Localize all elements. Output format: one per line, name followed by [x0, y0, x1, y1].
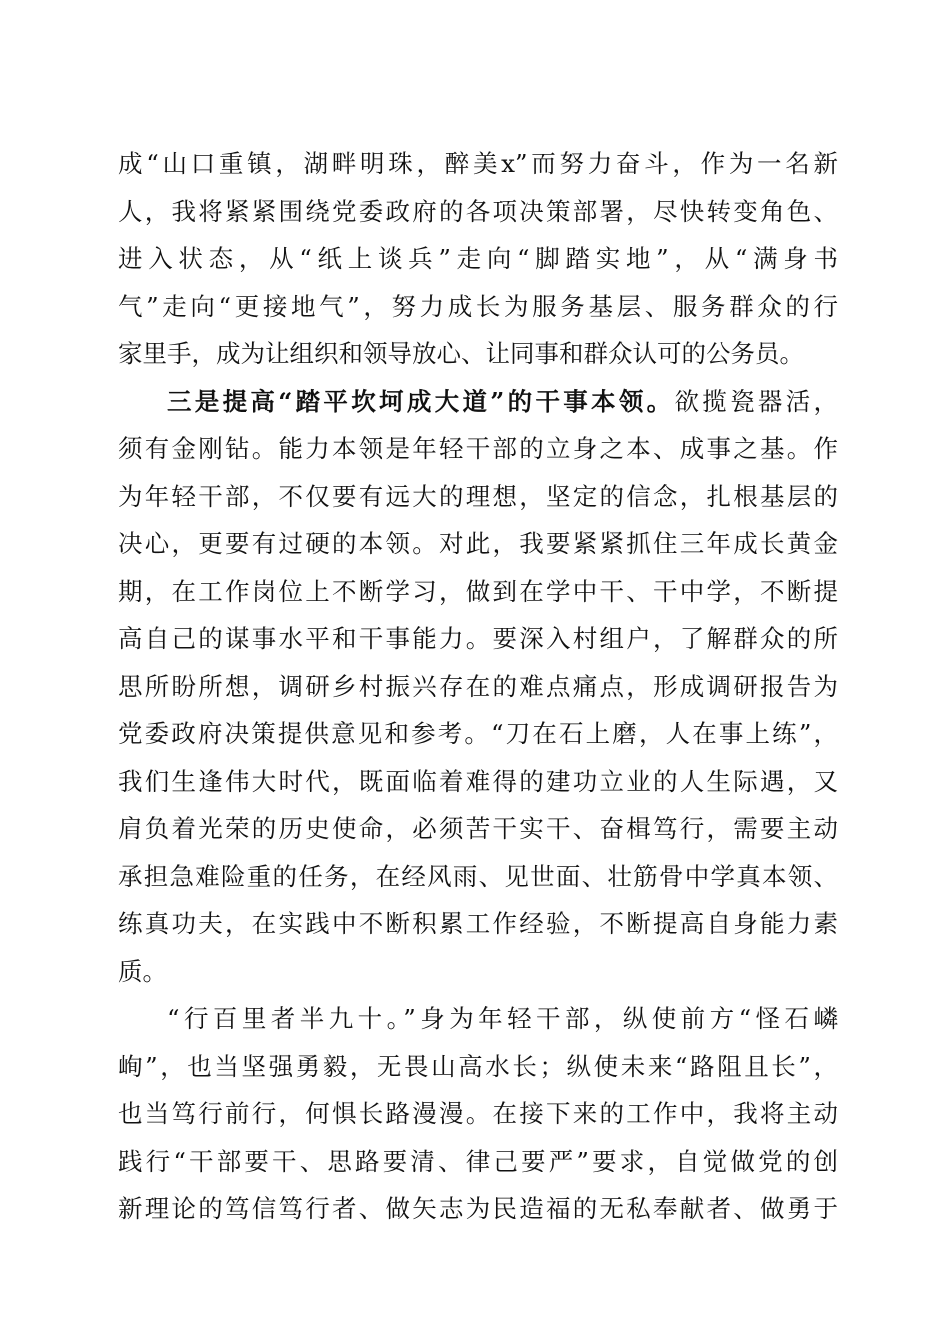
section-heading: 三是提高“踏平坎坷成大道”的干事本领。	[167, 386, 675, 416]
paragraph-line: 须有金刚钻。能力本领是年轻干部的立身之本、成事之基。作	[118, 434, 838, 463]
paragraph-line: 期，在工作岗位上不断学习，做到在学中干、干中学，不断提	[118, 576, 838, 606]
paragraph-line: 也当笃行前行，何惧长路漫漫。在接下来的工作中，我将主动	[118, 1099, 838, 1128]
paragraph-line: 气”走向“更接地气”，努力成长为服务基层、服务群众的行	[118, 291, 838, 321]
paragraph-line: 承担急难险重的任务，在经风雨、见世面、壮筋骨中学真本领、	[118, 861, 838, 891]
paragraph-line: 家里手，成为让组织和领导放心、让同事和群众认可的公务员。	[118, 339, 804, 368]
paragraph-line: 新理论的笃信笃行者、做矢志为民造福的无私奉献者、做勇于	[118, 1194, 838, 1223]
paragraph-line: 质。	[118, 956, 167, 986]
paragraph-line: 进入状态，从“纸上谈兵”走向“脚踏实地”，从“满身书	[118, 244, 838, 273]
paragraph-first-line	[118, 378, 838, 426]
paragraph-3	[118, 995, 838, 1233]
paragraph-line: 党委政府决策提供意见和参考。“刀在石上磨，人在事上练”，	[118, 719, 838, 748]
paragraph-1	[118, 140, 838, 378]
paragraph-line: 肩负着光荣的历史使命，必须苦干实干、奋楫笃行，需要主动	[118, 814, 838, 843]
document-body	[118, 140, 838, 1233]
paragraph-line: 峋”，也当坚强勇毅，无畏山高水长；纵使未来“路阻且长”，	[118, 1051, 838, 1081]
paragraph-line: 为年轻干部，不仅要有远大的理想，坚定的信念，扎根基层的	[118, 481, 838, 511]
paragraph-line: 高自己的谋事水平和干事能力。要深入村组户，了解群众的所	[118, 624, 838, 653]
paragraph-line: 决心，更要有过硬的本领。对此，我要紧紧抓住三年成长黄金	[118, 529, 838, 558]
paragraph-line: “行百里者半九十。”身为年轻干部，纵使前方“怪石嶙	[167, 1004, 838, 1033]
heading-rest: 欲揽瓷器活，	[674, 386, 838, 416]
paragraph-2	[118, 378, 838, 996]
paragraph-line: 练真功夫，在实践中不断积累工作经验，不断提高自身能力素	[118, 909, 838, 938]
paragraph-line: 成“山口重镇，湖畔明珠，醉美x”而努力奋斗，作为一名新	[118, 149, 838, 178]
paragraph-line: 思所盼所想，调研乡村振兴存在的难点痛点，形成调研报告为	[118, 671, 838, 701]
paragraph-line: 人，我将紧紧围绕党委政府的各项决策部署，尽快转变角色、	[118, 196, 838, 226]
paragraph-line: 践行“干部要干、思路要清、律己要严”要求，自觉做党的创	[118, 1146, 838, 1176]
paragraph-line: 我们生逢伟大时代，既面临着难得的建功立业的人生际遇，又	[118, 766, 838, 796]
